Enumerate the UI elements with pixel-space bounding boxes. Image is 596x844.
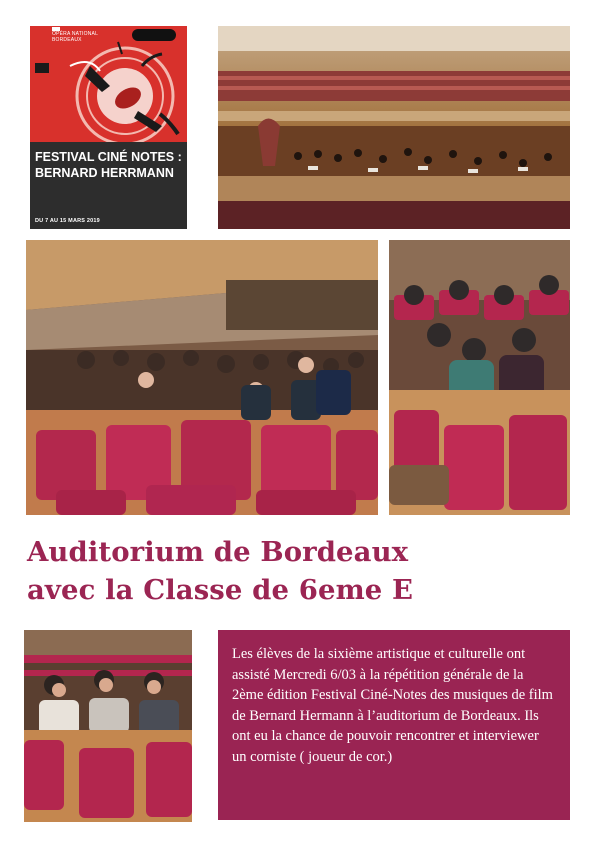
students-closeup-photo <box>389 240 570 515</box>
article-box <box>218 630 570 820</box>
students-hall-photo <box>26 240 378 515</box>
scribble-mark <box>132 29 176 41</box>
poster-illustration <box>30 26 187 142</box>
girls-seats-photo <box>24 630 192 822</box>
headline-line2: avec la Classe de 6eme E <box>27 574 414 606</box>
poster-dates: DU 7 AU 15 MARS 2019 <box>35 218 100 224</box>
festival-poster <box>30 26 187 229</box>
poster-artwork <box>30 26 187 142</box>
headline-line1: Auditorium de Bordeaux <box>27 536 409 568</box>
headline <box>27 533 587 609</box>
poster-org-line2: BORDEAUX <box>52 37 82 43</box>
article-text: Les élèves de la sixième artistique et culturelle ont assisté Mercredi 6/03 à la répétition générale de la 2ème édition Festival Ciné-Notes des musiques de film de Bernard Hermann à l’auditorium de Bordeaux. Ils ont eu la chance de pouvoir rencontrer et interviewer un corniste ( joueur de cor.) <box>232 646 553 765</box>
orchestra-photo <box>218 26 570 229</box>
poster-org-line1: OPÉRA NATIONAL <box>52 31 99 37</box>
poster-title: FESTIVAL CINÉ NOTES : BERNARD HERRMANN <box>35 150 182 180</box>
poster-org <box>52 31 132 43</box>
